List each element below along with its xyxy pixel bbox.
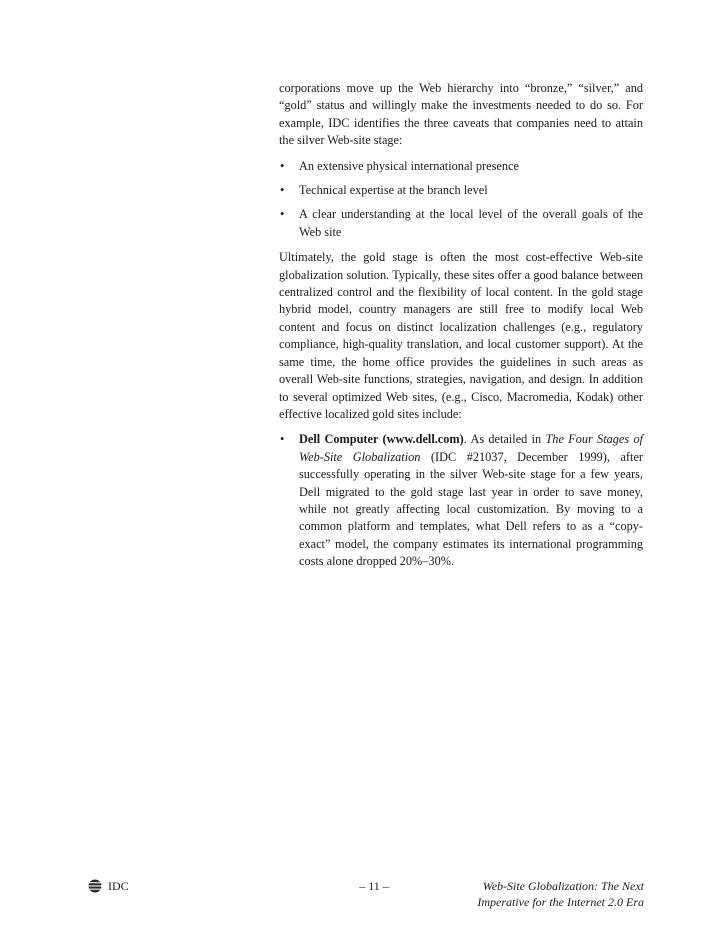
gold-sites-list (279, 431, 643, 570)
footer-brand-label: IDC (108, 879, 129, 893)
idc-globe-icon (88, 879, 102, 893)
dell-heading: Dell Computer (www.dell.com) (299, 432, 464, 447)
list-item-text: A clear understanding at the local level of the overall goals of the Web site (299, 207, 643, 239)
caveats-list (279, 158, 643, 242)
footer-brand (88, 878, 129, 894)
running-title-line-2: Imperative for the Internet 2.0 Era (477, 895, 644, 909)
paragraph-intro: corporations move up the Web hierarchy into “bronze,” “silver,” and “gold” status and willingly make the investments needed to do so. For example, IDC identifies the three caveats that companies need to attain the silver Web-site stage: (279, 81, 643, 148)
list-item (279, 206, 643, 241)
dell-text-2: (IDC #21037, December 1999), after successfully operating in the silver Web-site stage for a few years, Dell migrated to the gold stage last year in order to save money, while not greatly affecting local customization. By moving to a common platform and templates, what Dell refers to as a “copy-exact” model, the company estimates its international programming costs alone dropped 20%–30%. (299, 449, 643, 569)
page-footer (88, 878, 644, 922)
bullet-icon: • (280, 158, 285, 173)
list-item-text: Technical expertise at the branch level (299, 183, 488, 198)
running-title (454, 878, 644, 910)
list-item-text: An extensive physical international presence (299, 158, 519, 173)
bullet-icon: • (280, 432, 285, 447)
bullet-icon: • (280, 183, 285, 198)
page-number: – 11 – (359, 879, 389, 893)
bullet-icon: • (280, 207, 285, 222)
list-item-dell (279, 431, 643, 570)
list-item (279, 182, 643, 199)
list-item (279, 158, 643, 175)
running-title-line-1: Web-Site Globalization: The Next (482, 879, 644, 893)
dell-text-1: . As detailed in (463, 432, 546, 447)
paragraph-gold-stage: Ultimately, the gold stage is often the most cost-effective Web-site globalization solution. Typically, these sites offer a good balance between centralized control and the flexibility of local content. In the gold stage hybrid model, country managers are still free to modify local Web content and focus on distinct localization challenges (e.g., regulatory compliance, high-quality translation, and local customer support). At the same time, the home office provides the guidelines in such areas as overall Web-site functions, strategies, navigation, and design. In addition to several optimized Web sites, (e.g., Cisco, Macromedia, Kodak) other effective localized gold sites include: (279, 250, 643, 421)
main-text-column (279, 80, 643, 579)
dell-report-title: The Four Stages of Web-Site Globalization (299, 432, 644, 464)
